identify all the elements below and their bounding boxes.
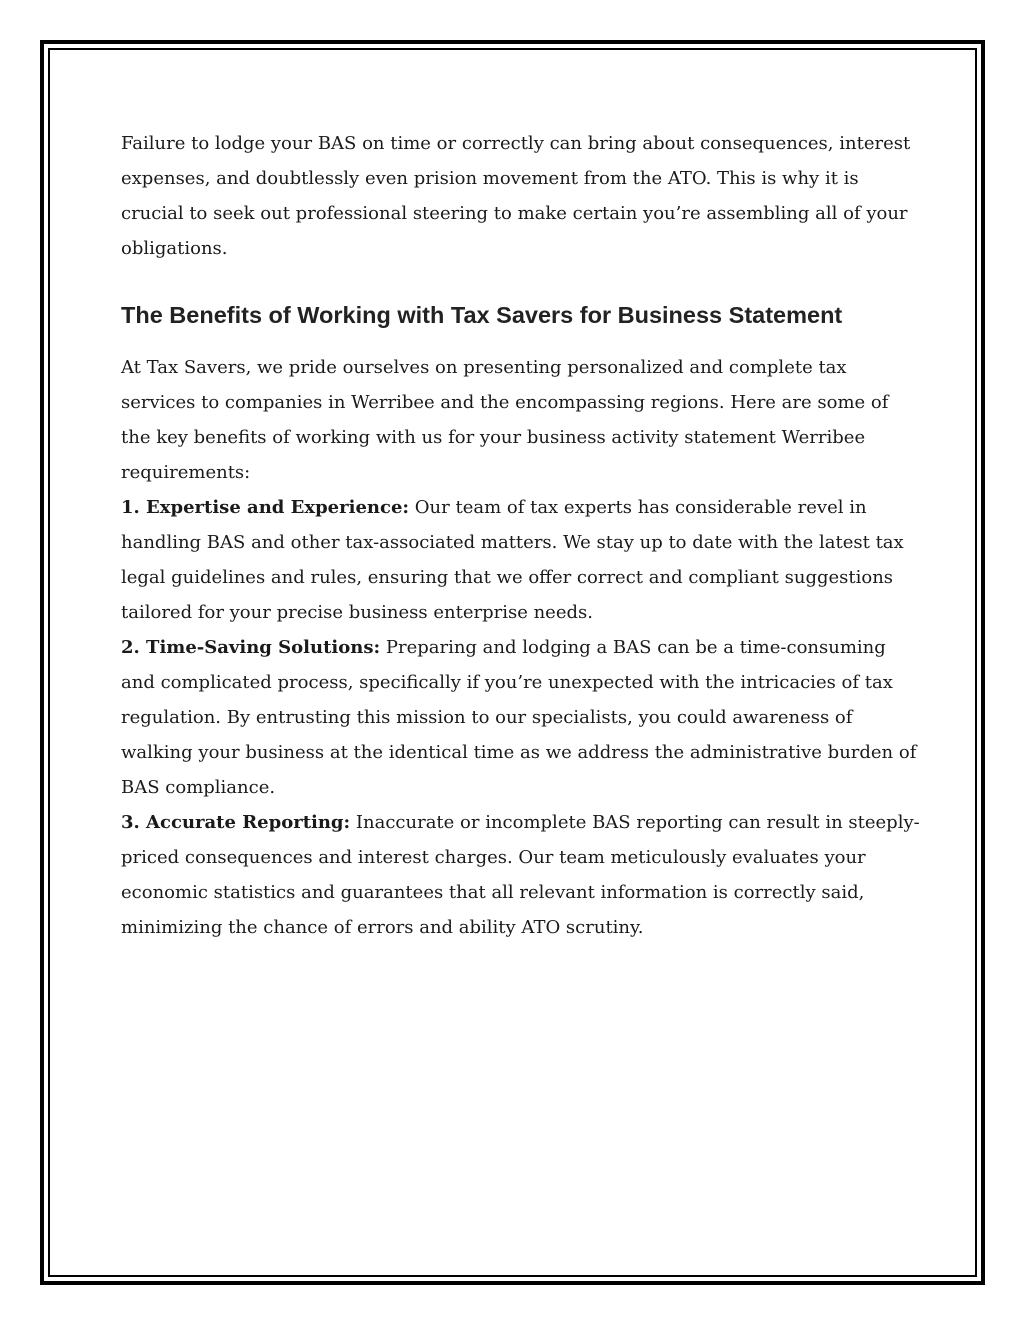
lead-paragraph: At Tax Savers, we pride ourselves on presenting personalized and complete tax services to companies in Werribee and the encompassing regions. Here are some of the key benefits of working with us for your business activity statement Werribee requirements: xyxy=(121,357,889,483)
benefit-text: Our team of tax experts has considerable revel in handling BAS and other tax-associated matters. We stay up to date with the latest tax legal guidelines and rules, ensuring that we offer correct and compliant suggestions tailored for your precise business enterprise needs. xyxy=(121,497,904,623)
benefit-title: 3. Accurate Reporting: xyxy=(121,812,351,833)
benefit-time-saving xyxy=(121,630,921,805)
benefit-expertise xyxy=(121,490,921,630)
intro-paragraph: Failure to lodge your BAS on time or correctly can bring about consequences, interest expenses, and doubtlessly even prision movement from the ATO. This is why it is crucial to seek out professional steering to make certain you’re assembling all of your obligations. xyxy=(121,133,911,259)
section-heading: The Benefits of Working with Tax Savers for Business Statement xyxy=(121,302,843,328)
benefit-title: 1. Expertise and Experience: xyxy=(121,497,410,518)
benefit-text: Inaccurate or incomplete BAS reporting can result in steeply-priced consequences and interest charges. Our team meticulously evaluates your economic statistics and guarantees that all relevant information is correctly said, minimizing the chance of errors and ability ATO scrutiny. xyxy=(121,812,920,938)
benefit-text: Preparing and lodging a BAS can be a time-consuming and complicated process, specifically if you’re unexpected with the intricacies of tax regulation. By entrusting this mission to our specialists, you could awareness of walking your business at the identical time as we address the administrative burden of BAS compliance. xyxy=(121,637,917,798)
benefit-accurate-reporting xyxy=(121,805,921,945)
benefit-title: 2. Time-Saving Solutions: xyxy=(121,637,381,658)
document-body xyxy=(121,126,921,945)
